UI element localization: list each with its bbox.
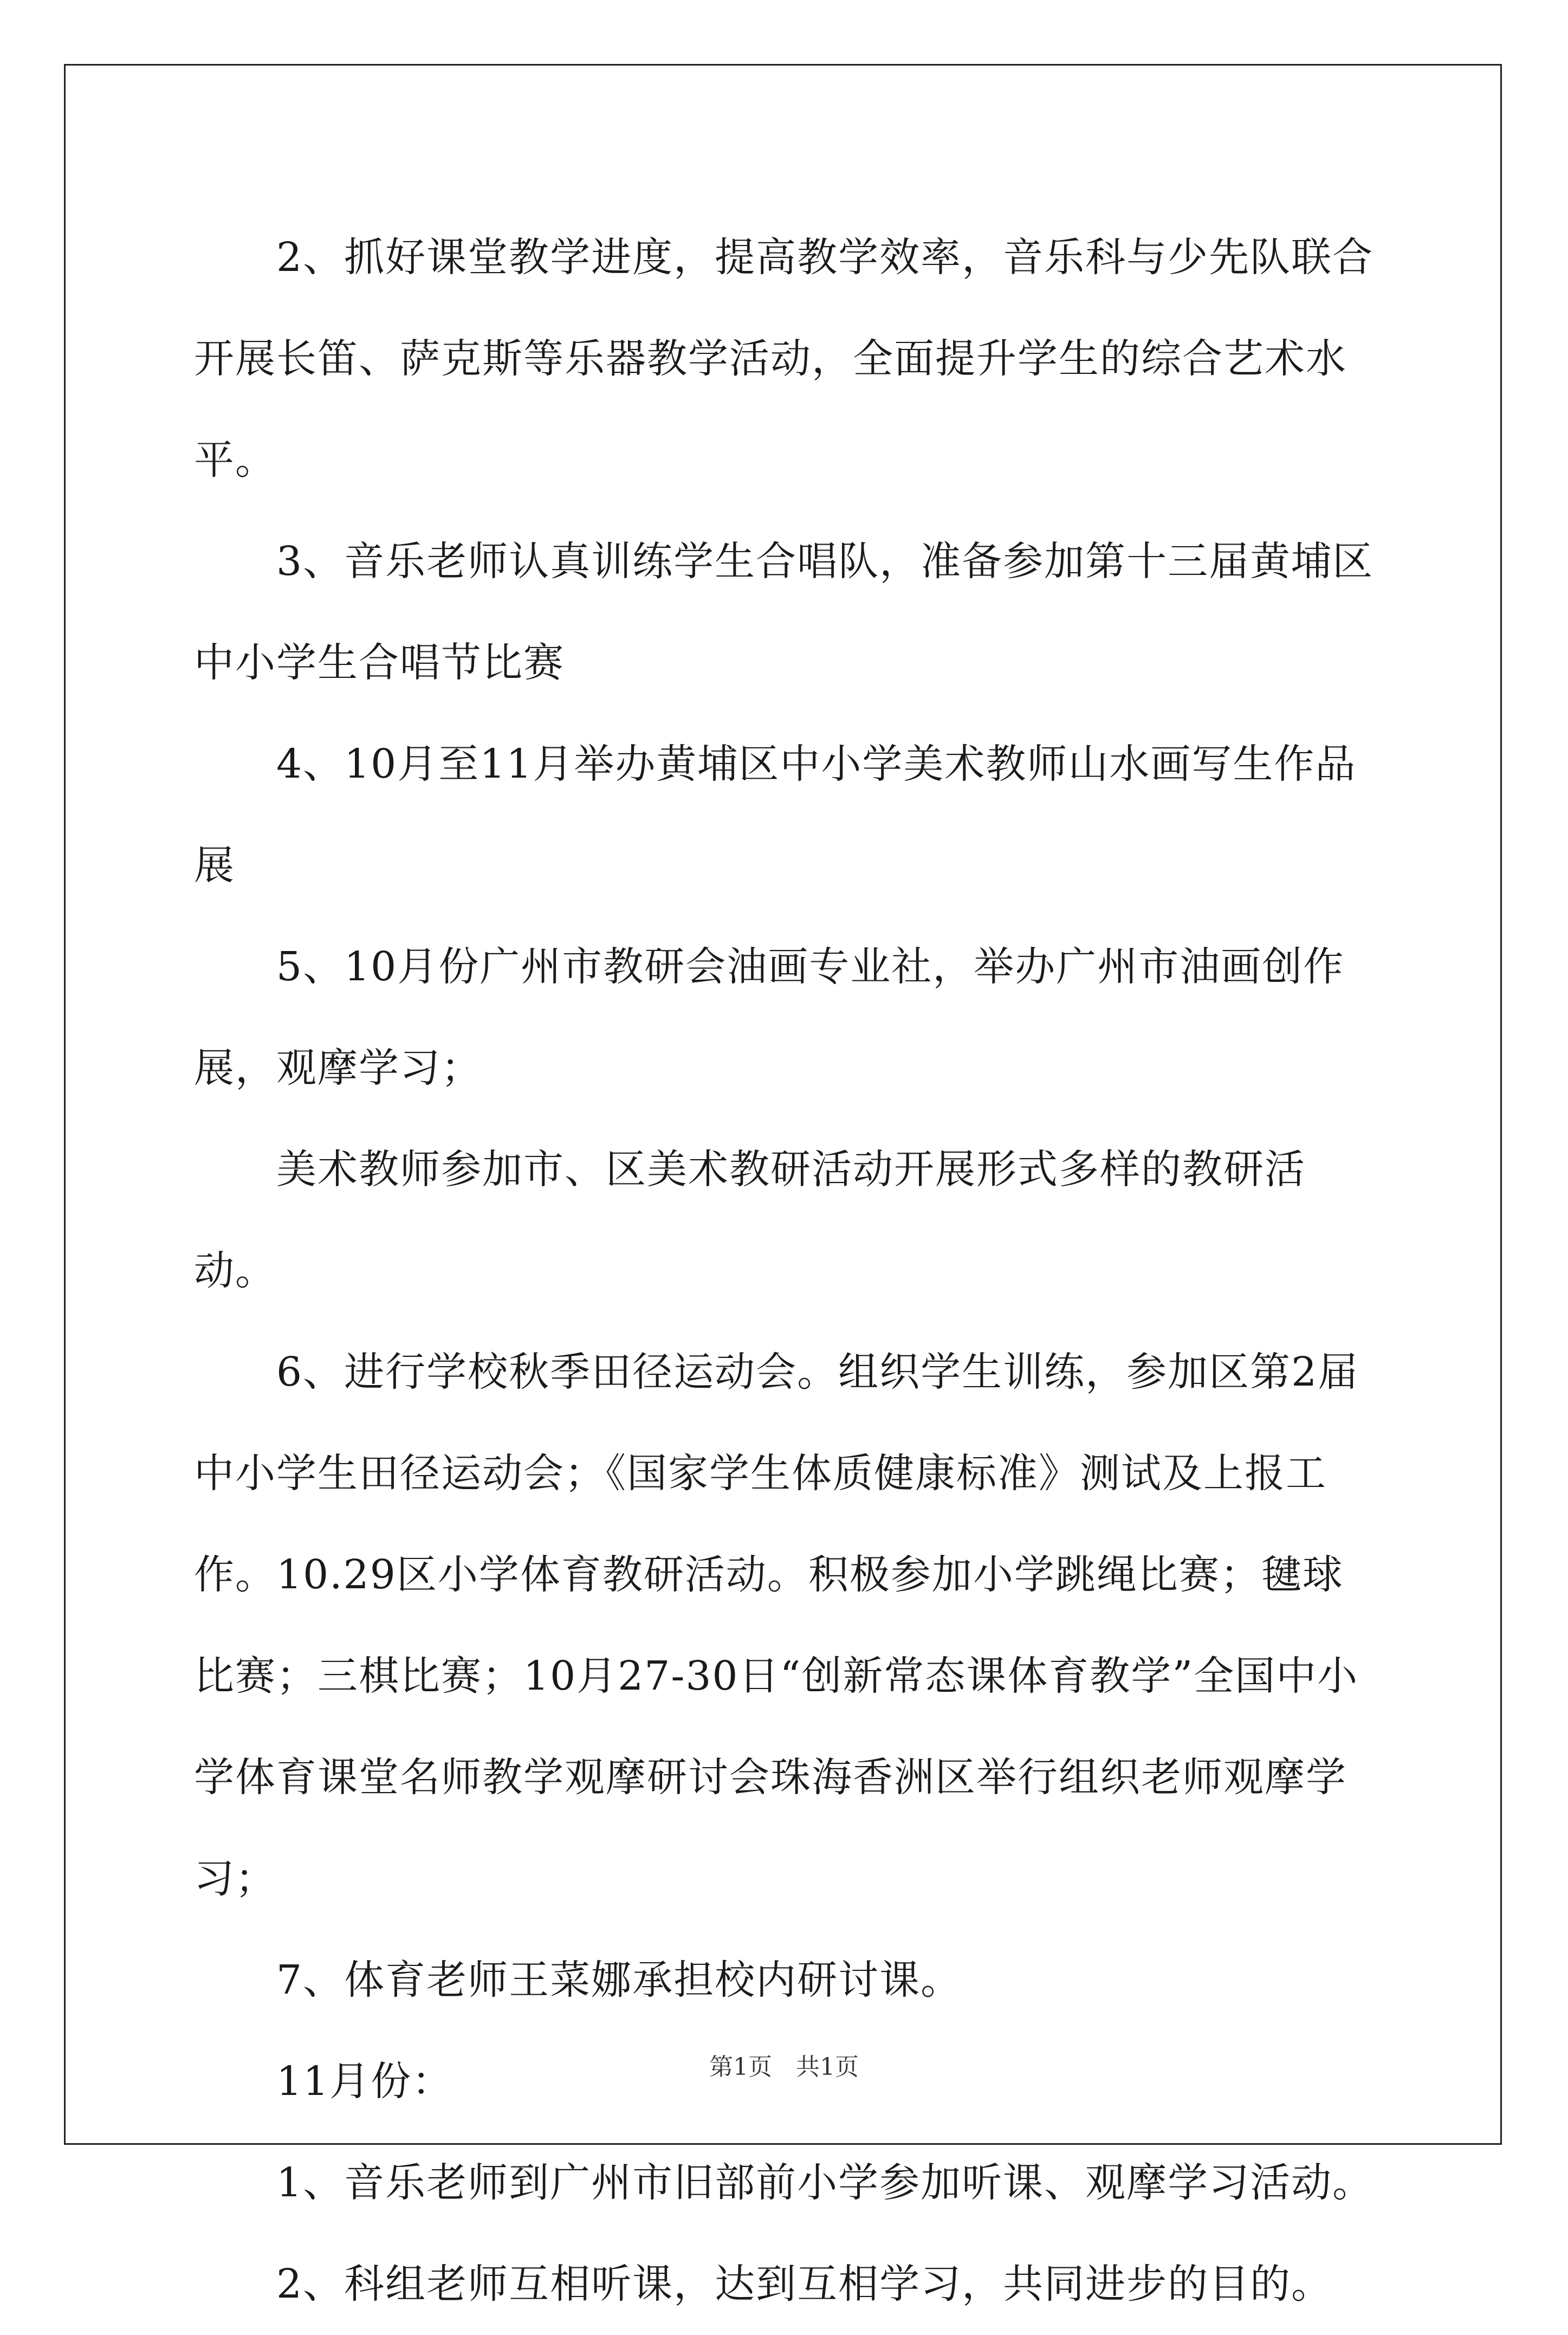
paragraph-8: 11月份： <box>194 2058 453 2105</box>
document-body <box>194 207 1381 2335</box>
paragraph-2: 3、音乐老师认真训练学生合唱队，准备参加第十三届黄埔区中小学生合唱节比赛 <box>194 538 1374 686</box>
paragraph-9: 1、音乐老师到广州市旧部前小学参加听课、观摩学习活动。 <box>194 2159 1374 2206</box>
paragraph-7: 7、体育老师王菜娜承担校内研讨课。 <box>194 1957 962 2003</box>
paragraph-3: 4、10月至11月举办黄埔区中小学美术教师山水画写生作品展 <box>194 741 1357 889</box>
paragraph-4: 5、10月份广州市教研会油画专业社，举办广州市油画创作展，观摩学习； <box>194 943 1345 1091</box>
paragraph-5: 美术教师参加市、区美术教研活动开展形式多样的教研活动。 <box>194 1146 1306 1294</box>
paragraph-1: 2、抓好课堂教学进度，提高教学效率，音乐科与少先队联合开展长笛、萨克斯等乐器教学活动，全面提升学生的综合艺术水平。 <box>194 234 1374 483</box>
paragraph-6: 6、进行学校秋季田径运动会。组织学生训练，参加区第2届中小学生田径运动会；《国家学生体质健康标准》测试及上报工作。10.29区小学体育教研活动。积极参加小学跳绳比赛；毽球比赛；三棋比赛；10月27-30日“创新常态课体育教学”全国中小学体育课堂名师教学观摩研讨会珠海香洲区举行组织老师观摩学习； <box>194 1349 1359 1902</box>
paragraph-10: 2、科组老师互相听课，达到互相学习，共同进步的目的。 <box>194 2261 1333 2307</box>
page-number-footer: 第1页 共1页 <box>709 2053 859 2081</box>
